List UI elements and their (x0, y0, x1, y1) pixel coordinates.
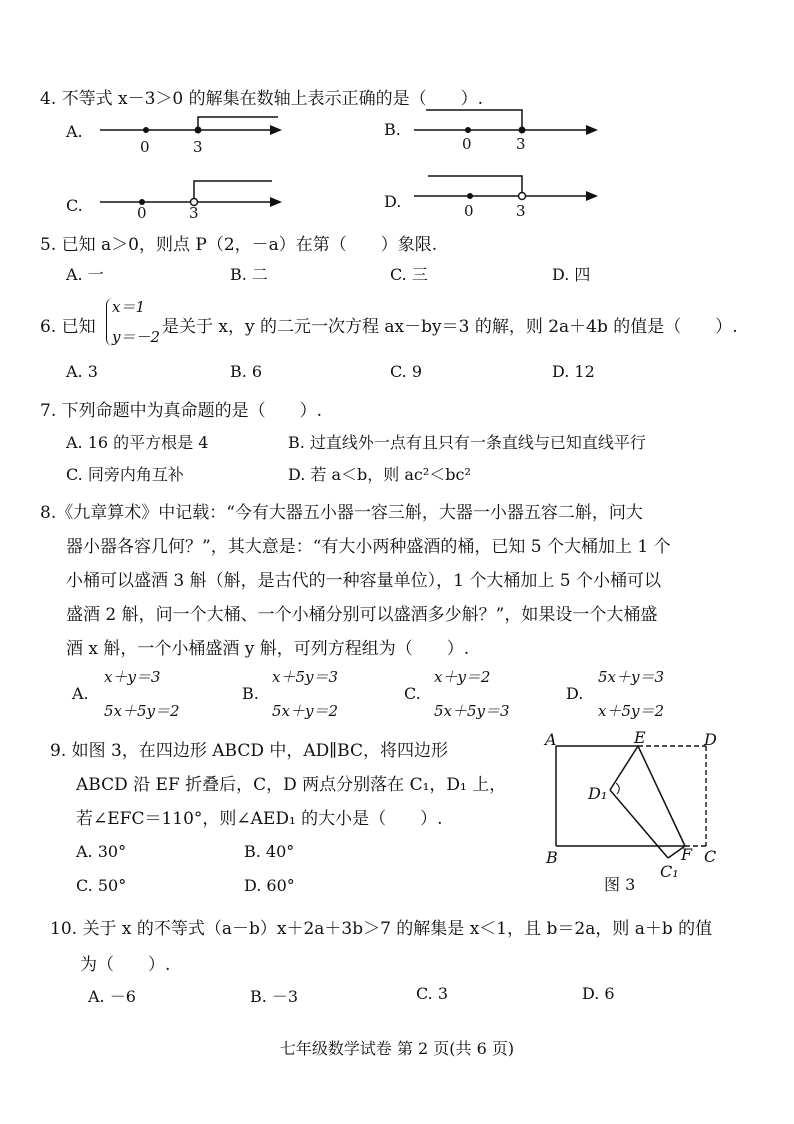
fig-label-d: D (704, 730, 717, 749)
q9-figure-3 (540, 728, 736, 896)
question-8-line-1: 8.《九章算术》中记载：“今有大器五小器一容三斛，大器一小器五容二斛，问大 (40, 503, 643, 523)
q10-option-c[interactable]: C. 3 (416, 984, 449, 1003)
q9-option-c[interactable]: C. 50° (76, 876, 127, 895)
q5-option-d[interactable]: D. 四 (552, 265, 591, 284)
fig-label-f: F (681, 845, 693, 864)
q9-option-a[interactable]: A. 30° (76, 842, 127, 861)
question-8-line-3: 小桶可以盛酒 3 斛（斛，是古代的一种容量单位），1 个大桶加上 5 个小桶可以 (66, 571, 661, 591)
q9-option-b[interactable]: B. 40° (244, 842, 295, 861)
fig-label-e: E (634, 728, 646, 747)
fig-label-c: C (704, 847, 717, 866)
q8-option-a-eq-2: 5x＋5y＝2 (104, 702, 180, 720)
q4-option-a-label[interactable]: A. (66, 122, 83, 141)
q4-option-a-number-line (96, 112, 286, 146)
q8-option-d-eq-2: x＋5y＝2 (598, 702, 665, 720)
q4-d-tick-3: 3 (516, 202, 526, 220)
q4-c-tick-3: 3 (189, 204, 199, 222)
q10-option-a[interactable]: A. －6 (88, 987, 136, 1006)
q6-sys-line-2: y＝－2 (112, 328, 161, 346)
q8-option-d-label[interactable]: D. (566, 684, 584, 703)
question-9-line-3: 若∠EFC＝110°，则∠AED₁ 的大小是（ ）. (76, 809, 443, 829)
q7-option-d[interactable]: D. 若 a＜b，则 ac²＜bc² (288, 465, 471, 484)
question-9-line-1: 9. 如图 3，在四边形 ABCD 中，AD∥BC，将四边形 (50, 741, 448, 761)
q8-option-a-label[interactable]: A. (72, 684, 89, 703)
q10-option-d[interactable]: D. 6 (582, 984, 615, 1003)
fig-caption: 图 3 (604, 875, 636, 894)
question-8-line-4: 盛酒 2 斛，问一个大桶、一个小桶分别可以盛酒多少斛？”，如果设一个大桶盛 (66, 605, 658, 625)
question-8-line-5: 酒 x 斛，一个小桶盛酒 y 斛，可列方程组为（ ）. (66, 639, 470, 659)
fig-label-c1: C₁ (660, 862, 679, 881)
q7-option-c[interactable]: C. 同旁内角互补 (66, 465, 184, 484)
q4-option-c-label[interactable]: C. (66, 196, 83, 215)
q9-option-d[interactable]: D. 60° (244, 876, 295, 895)
q6-option-d[interactable]: D. 12 (552, 362, 595, 381)
q6-option-a[interactable]: A. 3 (66, 362, 98, 381)
q4-a-tick-3: 3 (193, 138, 203, 156)
q8-option-b-eq-2: 5x＋y＝2 (272, 702, 339, 720)
q7-option-b[interactable]: B. 过直线外一点有且只有一条直线与已知直线平行 (288, 433, 646, 452)
q4-b-tick-0: 0 (462, 135, 472, 153)
q5-option-c[interactable]: C. 三 (390, 265, 428, 284)
q8-option-b-label[interactable]: B. (242, 684, 259, 703)
question-10-line-1: 10. 关于 x 的不等式（a－b）x＋2a＋3b＞7 的解集是 x＜1，且 b＝2a，则 a＋b 的值 (50, 919, 713, 939)
question-8-line-2: 器小器各容几何？”，其大意是：“有大小两种盛酒的桶，已知 5 个大桶加上 1 个 (66, 537, 671, 557)
q6-option-b[interactable]: B. 6 (230, 362, 263, 381)
q4-d-tick-0: 0 (464, 202, 474, 220)
fig-label-d1: D₁ (588, 784, 608, 803)
q4-option-d-label[interactable]: D. (384, 192, 402, 211)
q8-option-a-eq-1: x＋y＝3 (104, 668, 161, 686)
q8-option-b-eq-1: x＋5y＝3 (272, 668, 339, 686)
question-9-line-2: ABCD 沿 EF 折叠后，C，D 两点分别落在 C₁，D₁ 上， (76, 775, 507, 795)
question-10-line-2: 为（ ）. (80, 955, 171, 975)
q8-option-c-eq-2: 5x＋5y＝3 (434, 702, 510, 720)
q10-option-b[interactable]: B. －3 (250, 987, 299, 1006)
q4-a-tick-0: 0 (140, 138, 150, 156)
question-7-stem: 7. 下列命题中为真命题的是（ ）. (40, 401, 323, 421)
q4-b-tick-3: 3 (516, 135, 526, 153)
q7-option-a[interactable]: A. 16 的平方根是 4 (66, 433, 209, 452)
q8-option-c-eq-1: x＋y＝2 (434, 668, 491, 686)
q4-option-b-label[interactable]: B. (384, 120, 401, 139)
q5-option-a[interactable]: A. 一 (66, 265, 104, 284)
page-footer: 七年级数学试卷 第 2 页(共 6 页) (279, 1039, 515, 1058)
q4-c-tick-0: 0 (137, 204, 147, 222)
question-4-stem: 4. 不等式 x－3＞0 的解集在数轴上表示正确的是（ ）. (40, 89, 484, 109)
q5-option-b[interactable]: B. 二 (230, 265, 268, 284)
question-5-stem: 5. 已知 a＞0，则点 P（2，－a）在第（ ）象限. (40, 235, 438, 255)
question-6-suffix: 是关于 x，y 的二元一次方程 ax－by＝3 的解，则 2a＋4b 的值是（ ）. (162, 317, 738, 337)
q8-option-c-label[interactable]: C. (404, 684, 421, 703)
q6-sys-line-1: x＝1 (112, 298, 146, 316)
fig-label-a: A (545, 730, 557, 749)
question-6-prefix: 6. 已知 (40, 317, 96, 337)
q4-option-b-number-line (412, 104, 602, 144)
fig-label-b: B (546, 848, 558, 867)
q6-option-c[interactable]: C. 9 (390, 362, 423, 381)
q4-option-d-number-line (412, 170, 602, 210)
q8-option-d-eq-1: 5x＋y＝3 (598, 668, 665, 686)
